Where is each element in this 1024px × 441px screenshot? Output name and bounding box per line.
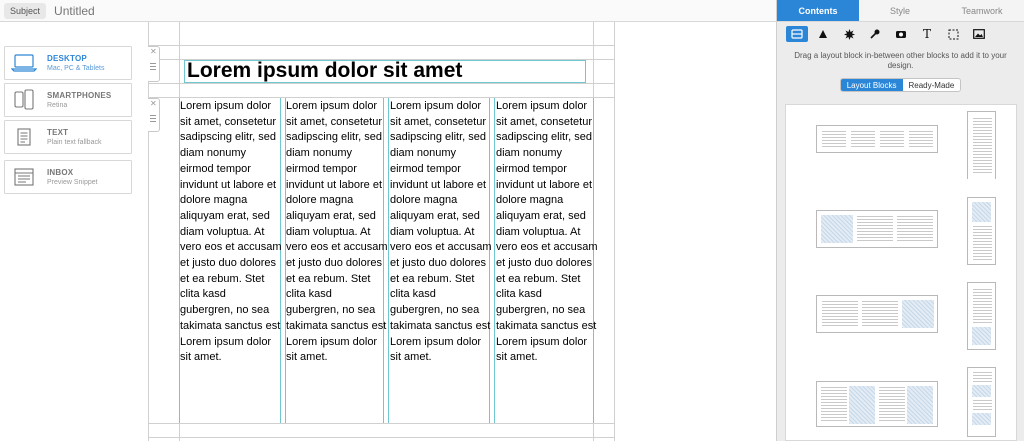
close-icon[interactable]: ✕ [150,47,157,56]
preview-subtitle: Mac, PC & Tablets [47,65,105,72]
layout-thumb-mobile-text[interactable] [967,111,996,179]
layout-thumb-mobile-stacked[interactable] [967,367,996,437]
preview-desktop[interactable] [4,46,132,80]
preview-mode-list [4,46,132,197]
headline-text[interactable]: Lorem ipsum dolor sit amet [187,59,463,82]
contents-panel [776,0,1024,441]
layout-thumb-image-left[interactable] [816,210,938,248]
subject-input[interactable] [54,4,454,18]
layout-thumb-text-columns[interactable] [816,125,938,153]
preview-text[interactable] [4,120,132,154]
tab-teamwork[interactable]: Teamwork [961,5,1003,16]
text-document-icon [11,126,37,148]
column-text-4[interactable]: Lorem ipsum dolor sit amet, consetetur sadipscing elitr, sed diam nonumy eirmod tempor invidunt ut labore et dolore magna aliquyam erat, sed diam voluptua. At vero eos et accusam et justo duo dolores et ea rebum. Stet clita kasd gubergren, no sea takimata sanctus est Lorem ipsum dolor sit amet. [496,100,598,364]
layout-thumb-image-right[interactable] [816,295,938,333]
canvas-guide-line [148,22,149,441]
block-type-switch [777,78,1024,92]
block-handle[interactable] [148,46,160,82]
preview-smartphones[interactable] [4,83,132,117]
triangle-icon[interactable] [812,26,834,42]
layout-block-icon[interactable] [786,26,808,42]
layout-thumb-mobile-image-top[interactable] [967,197,996,265]
text-T-icon[interactable]: T [922,27,931,41]
preview-inbox[interactable] [4,160,132,194]
email-canvas [148,22,776,441]
dropper-icon[interactable] [864,26,886,42]
drag-grip-icon [150,121,156,122]
drag-grip-icon [150,69,156,70]
column-text-1[interactable]: Lorem ipsum dolor sit amet, consetetur sadipscing elitr, sed diam nonumy eirmod tempor invidunt ut labore et dolore magna aliquyam erat, sed diam voluptua. At vero eos et accusam et justo duo dolores et ea rebum. Stet clita kasd gubergren, no sea takimata sanctus est Lorem ipsum dolor sit amet. [180,100,282,364]
column-guide [494,98,495,423]
panel-tabs [777,0,1024,22]
column-guide [388,98,389,423]
subject-label: Subject [4,3,46,19]
layout-thumb-alternating[interactable] [816,381,938,427]
column-text-3[interactable]: Lorem ipsum dolor sit amet, consetetur sadipscing elitr, sed diam nonumy eirmod tempor invidunt ut labore et dolore magna aliquyam erat, sed diam voluptua. At vero eos et accusam et justo duo dolores et ea rebum. Stet clita kasd gubergren, no sea takimata sanctus est Lorem ipsum dolor sit amet. [390,100,492,364]
column-text-2[interactable]: Lorem ipsum dolor sit amet, consetetur sadipscing elitr, sed diam nonumy eirmod tempor invidunt ut labore et dolore magna aliquyam erat, sed diam voluptua. At vero eos et accusam et justo duo dolores et ea rebum. Stet clita kasd gubergren, no sea takimata sanctus est Lorem ipsum dolor sit amet. [286,100,388,364]
laptop-icon [11,52,37,74]
drag-hint-text: Drag a layout block in-between other blocks to add it to your design. [794,51,1007,70]
drag-grip-icon [150,115,156,116]
canvas-guide-line [614,22,615,441]
content-toolbar [777,22,1024,46]
preview-title: INBOX [47,168,74,177]
subject-bar [0,0,776,22]
segment-layout-blocks[interactable]: Layout Blocks [841,79,903,91]
close-icon[interactable]: ✕ [150,99,157,108]
segment-ready-made[interactable]: Ready-Made [903,79,961,91]
starburst-icon[interactable] [838,26,860,42]
preview-title: SMARTPHONES [47,91,112,100]
tab-contents[interactable]: Contents [777,0,859,21]
canvas-guide-line [148,97,614,98]
drag-grip-icon [150,118,156,119]
canvas-guide-line [148,437,614,438]
drag-grip-icon [150,66,156,67]
preview-title: DESKTOP [47,54,87,63]
canvas-guide-line [148,45,614,46]
preview-subtitle: Preview Snippet [47,179,98,186]
image-icon[interactable] [968,26,990,42]
drag-grip-icon [150,63,156,64]
canvas-guide-line [148,83,614,84]
camera-icon[interactable] [890,26,912,42]
layout-thumb-mobile-image-bottom[interactable] [967,282,996,350]
layout-block-gallery [785,104,1017,441]
canvas-guide-line [148,423,614,424]
inbox-icon [11,166,37,188]
dashed-box-icon[interactable] [942,26,964,42]
tab-style[interactable]: Style [889,5,910,16]
preview-subtitle: Retina [47,102,68,109]
preview-subtitle: Plain text fallback [47,139,102,146]
block-handle[interactable] [148,98,160,132]
preview-title: TEXT [47,128,69,137]
smartphone-icon [11,89,37,111]
